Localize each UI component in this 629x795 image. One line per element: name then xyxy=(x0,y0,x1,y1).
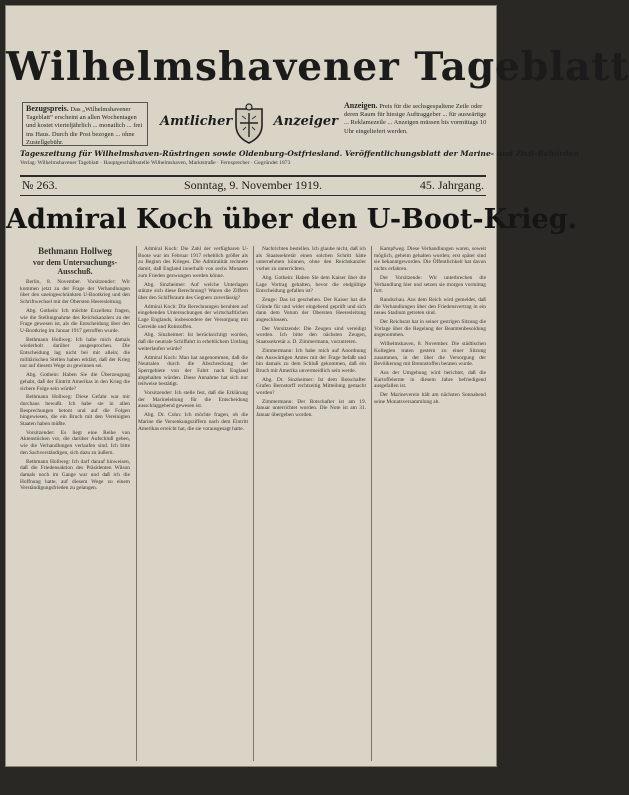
article-column-2 xyxy=(138,246,248,761)
paragraph: Abg. Sinzheimer: Auf welche Unterlagen stützte sich diese Berechnung? Waren die Ziffern über den Schiffsraum des Gegners zuverlässig? xyxy=(138,281,248,301)
paragraph: Der Vorsitzende: Wir unterbrechen die Verhandlung hier und setzen sie morgen vormittag fort. xyxy=(374,274,486,295)
paragraph: Vorsitzender: Es liegt eine Reihe von Aktenstücken vor, die darüber Aufschluß geben, wie die Verhandlungen verlaufen sind. Ich bitte den Sachverständigen, sich dazu zu äußern. xyxy=(20,429,130,456)
paragraph: Zimmermann: Ich habe mich auf Anordnung des Auswärtigen Amtes mit der Frage befaßt und bin damals zu dem Schluß gekommen, daß ein Bruch mit Amerika unvermeidlich sein werde. xyxy=(256,347,366,374)
column-rule xyxy=(136,246,137,761)
main-headline: Admiral Koch über den U-Boot-Krieg. xyxy=(6,204,577,235)
paragraph: Abg. Dr. Cohn: Ich möchte fragen, ob die Marine die Versenkungsziffern nach dem Eintritt Amerikas erreicht hat, die sie vorausgesagt hatte. xyxy=(138,412,248,432)
article-column-3 xyxy=(256,246,366,761)
paragraph: Der Marineverein hält am nächsten Sonnabend seine Monatsversammlung ab. xyxy=(374,392,486,405)
column-rule xyxy=(371,246,372,761)
price-box xyxy=(22,102,148,146)
paragraph: Abg. Dr. Sinzheimer: Ist dem Botschafter Grafen Bernstorff rechtzeitig Mitteilung gemacht worden? xyxy=(256,376,366,397)
paragraph: Zeuge: Das ist geschehen. Der Kaiser hat die Gründe für und wider eingehend geprüft und sich dann dem Votum der Obersten Heeresleitung angeschlossen. xyxy=(256,296,366,324)
paragraph: Zimmermann: Der Botschafter ist am 19. Januar unterrichtet worden. Die Note ist am 31. Januar übergeben worden. xyxy=(256,398,366,419)
paragraph: Vorsitzender: Ich stelle fest, daß die Erklärung der Marineleitung für die Entscheidung ausschlaggebend gewesen ist. xyxy=(138,390,248,410)
article-columns xyxy=(20,246,486,761)
column-1-heading: Bethmann Hollweg xyxy=(38,246,112,256)
ads-box-text: Preis für die sechsgespaltene Zeile oder deren Raum für hiesige Auftraggeber ... für auswärtige ... Reklamezeile ... Anzeigen müssen bis vormittags 10 Uhr eingeliefert werden. xyxy=(344,103,487,135)
paragraph: Wilhelmshaven, 8. November. Die städtischen Kollegien traten gestern zu einer Sitzung zusammen, in der über die Versorgung der Bevölkerung mit Brennstoffen beraten wurde. xyxy=(374,341,486,368)
price-box-heading: Bezugspreis. xyxy=(26,104,69,113)
paragraph: Admiral Koch: Die Berechnungen beruhten auf eingehenden Untersuchungen der wirtschaftlichen Lage Englands, insbesondere der Versorgung mit Getreide und Rohstoffen. xyxy=(138,303,248,330)
paragraph: Admiral Koch: Die Zahl der verfügbaren U-Boote war im Februar 1917 erheblich größer als zu Beginn des Krieges. Die Admiralität rechnete damit, daß England innerhalb von sechs Monaten zum Frieden gezwungen werden könne. xyxy=(138,246,248,279)
issue-number: № 263. xyxy=(22,178,58,192)
paragraph: Bethmann Hollweg: Ich darf darauf hinweisen, daß die Friedensaktion des Präsidenten Wilson damals noch im Gange war und daß ich die Hoffnung hatte, auf diesem Wege zu einem Verständigungsfrieden zu gelangen. xyxy=(20,458,130,492)
paragraph: Abg. Gothein: Ich möchte Exzellenz fragen, wie die Stellungnahme des Reichskanzlers zu der Frage gewesen ist, als die Entscheidung über den U-Bootkrieg im Januar 1917 getroffen wurde. xyxy=(20,307,130,334)
paragraph: Nachrichten bestellen. Ich glaube nicht, daß ich als Staatssekretär einen solchen Schritt hätte unternehmen können, ohne den Reichskanzler vorher zu unterrichten. xyxy=(256,246,366,273)
paragraph: Admiral Koch: Man hat angenommen, daß die Neutralen durch die Abschreckung der Sperrgebiete von der Fahrt nach England abgehalten würden. Diese Annahme hat sich nur teilweise bestätigt. xyxy=(138,354,248,388)
price-box-text: Das „Wilhelmshavener Tageblatt“ erscheint an allen Wochentagen und kostet vierteljährlich ... monatlich ... frei ins Haus. Durch die Post bezogen ... ohne Zustellgebühr. xyxy=(26,106,143,146)
paragraph: Bethmann Hollweg: Ich habe mich damals wiederholt darüber ausgesprochen. Die Entscheidung lag nicht bei mir allein; die militärischen Stellen haben erklärt, daß der Krieg nur auf diesem Wege zu gewinnen sei. xyxy=(20,336,130,370)
paragraph: Abg. Gothein: Haben Sie dem Kaiser über die Lage Vortrag gehalten, bevor die endgültige Entscheidung gefallen ist? xyxy=(256,274,366,295)
emblem-row xyxy=(154,102,340,146)
masthead-title: Wilhelmshavener Tageblatt xyxy=(6,44,629,90)
paragraph: Kampfweg. Diese Verhandlungen waren, soweit möglich, geheim gehalten worden; erst später sind sie bekanntgeworden. Die Öffentlichkeit hat davon nichts erfahren. xyxy=(374,246,486,273)
emblem-right-label: Anzeiger xyxy=(273,114,338,129)
paragraph: Bethmann Hollweg: Diese Gefahr war mir durchaus bewußt. Ich habe sie in allen Besprechungen betont und auf die Folgen hingewiesen, die ein Bruch mit den Vereinigten Staaten haben müßte. xyxy=(20,394,130,428)
column-1-subheading: vor dem Untersuchungs-Ausschuß. xyxy=(32,258,118,276)
dateline xyxy=(20,175,486,196)
paragraph: Abg. Gothein: Haben Sie die Überzeugung gehabt, daß der Eintritt Amerikas in den Krieg die sichere Folge sein würde? xyxy=(20,372,130,392)
volume-year: 45. Jahrgang. xyxy=(419,178,484,192)
masthead-subhead: Tageszeitung für Wilhelmshaven-Rüstringen sowie Oldenburg-Ostfriesland. Veröffentlichungsblatt der Marine- und Zivil-Behörden xyxy=(20,149,579,158)
paragraph: Rundschau. Aus dem Reich wird gemeldet, daß die Verhandlungen über den Friedensvertrag in ein neues Stadium getreten sind. xyxy=(374,296,486,317)
ads-box xyxy=(344,102,490,146)
article-column-1 xyxy=(20,246,130,761)
article-column-4 xyxy=(374,246,486,761)
coat-of-arms-icon xyxy=(232,103,266,145)
newspaper-page xyxy=(6,6,629,766)
paragraph: Abg. Sinzheimer: Ist berücksichtigt worden, daß die neutrale Schiffahrt in erheblichem Umfang weiterlaufen würde? xyxy=(138,332,248,352)
paragraph: Aus der Umgebung wird berichtet, daß die Kartoffelernte in diesem Jahre befriedigend ausgefallen ist. xyxy=(374,369,486,390)
issue-date: Sonntag, 9. November 1919. xyxy=(184,178,322,192)
paragraph: Berlin, 8. November. Vorsitzender: Wir kommen jetzt zu der Frage der Verhandlungen über den uneingeschränkten U-Bootkrieg und den Schriftwechsel mit der Obersten Heeresleitung. xyxy=(20,279,130,306)
ads-box-heading: Anzeigen. xyxy=(344,101,378,110)
column-rule xyxy=(253,246,254,761)
paragraph: Der Reichsrat hat in seiner gestrigen Sitzung die Vorlage über die Regelung der Beamtenbesoldung angenommen. xyxy=(374,319,486,339)
masthead-publisher-line: Verlag: Wilhelmshavener Tageblatt · Hauptgeschäftsstelle Wilhelmshaven, Marktstraße · Fernsprecher · Gegründet 1873 xyxy=(20,160,291,166)
emblem-left-label: Amtlicher xyxy=(160,114,233,129)
paragraph: Der Vorsitzende: Die Zeugen sind vereidigt worden. Ich bitte den nächsten Zeugen, Staatssekretär a. D. Zimmermann, vorzutreten. xyxy=(256,325,366,346)
